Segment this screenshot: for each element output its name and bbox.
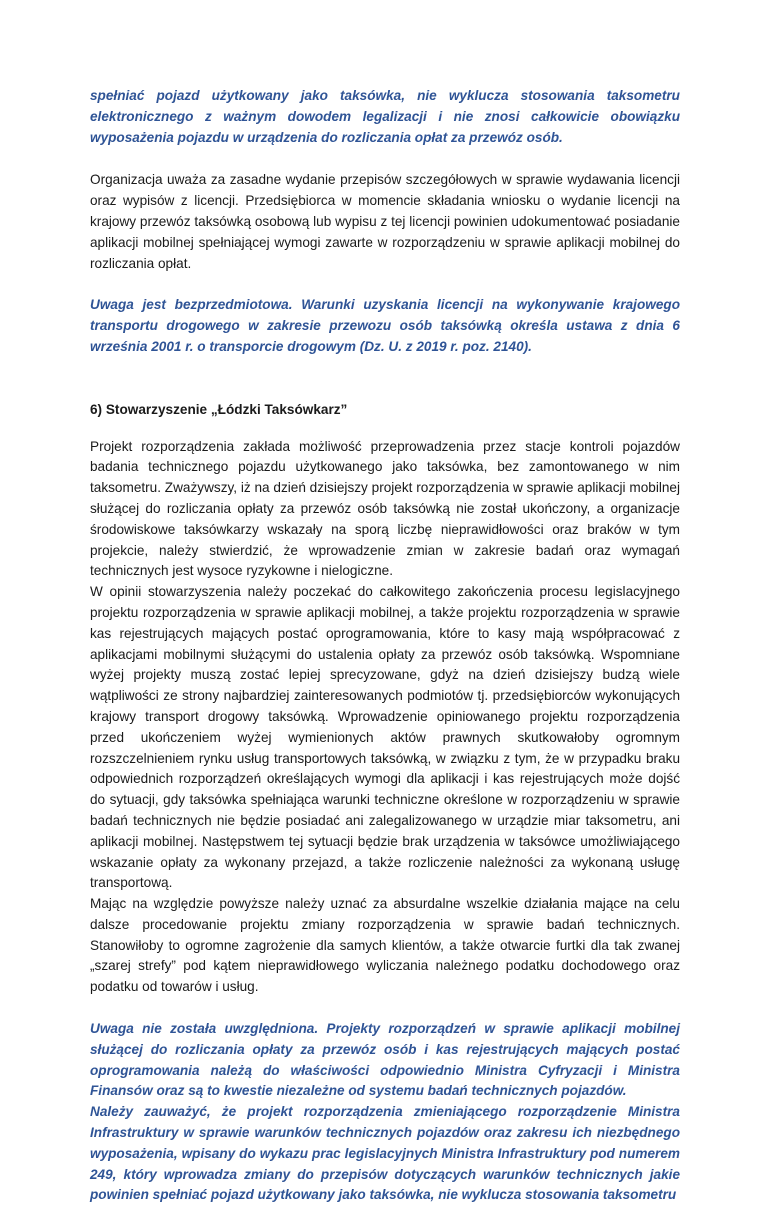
paragraph-opinion: W opinii stowarzyszenia należy poczekać do całkowitego zakończenia procesu legislacyjnego projektu rozporządzenia w sprawie aplikacji mobilnej, a także projektu rozporządzenia w sprawie kas rejestrujących mających postać oprogramowania, które to kasy mają współpracować z aplikacjami mobilnymi służącymi do ustalenia opłaty za przewóz osób taksówką. Wspomniane wyżej projekty muszą zostać lepiej sprecyzowane, gdyż na dzień dzisiejszy budzą wiele wątpliwości ze strony najbardziej zainteresowanych podmiotów tj. przedsiębiorców wykonujących krajowy transport drogowy taksówką. Wprowadzenie opiniowanego projektu rozporządzenia przed ukończeniem wyżej wymienionych aktów prawnych skutkowałoby ogromnym rozszczelnieniem rynku usług transportowych taksówką, w związku z tym, że w przypadku braku odpowiednich rozporządzeń określających wymogi dla aplikacji i kas rejestrujących może dojść do sytuacji, gdy taksówka spełniająca warunki techniczne określone w rozporządzeniu w sprawie badań technicznych nie będzie posiadać ani zalegalizowanego w urządzie miar taksometru, ani aplikacji mobilnej. Następstwem tej sytuacji będzie brak urządzenia w taksówce umożliwiającego wskazanie opłaty za wykonany przejazd, a także rozliczenie należności za wykonaną usługę transportową. xyxy=(90,584,680,891)
paragraph-organization: Organizacja uważa za zasadne wydanie przepisów szczegółowych w sprawie wydawania licencji oraz wypisów z licencji. Przedsiębiorca w momencie składania wniosku o wydanie licencji na krajowy przewóz taksówką osobową lub wypisu z tej licencji powinien udokumentować posiadanie aplikacji mobilnej spełniającej wymogi zawarte w rozporządzeniu w sprawie aplikacji mobilnej do rozliczania opłat. xyxy=(90,172,680,271)
response-not-accepted: Uwaga nie została uwzględniona. Projekty rozporządzeń w sprawie aplikacji mobilnej służącej do rozliczania opłaty za przewóz osób i kas rejestrujących mających postać oprogramowania należą do właściwości odpowiednio Ministra Cyfryzacji i Ministra Finansów oraz są to kwestie niezależne od systemu badań technicznych pojazdów. xyxy=(90,1021,680,1099)
paragraph-project: Projekt rozporządzenia zakłada możliwość przeprowadzenia przez stacje kontroli pojazdów badania technicznego pojazdu użytkowanego jako taksówka, bez zamontowanego w nim taksometru. Zważywszy, iż na dzień dzisiejszy projekt rozporządzenia w sprawie aplikacji mobilnej służącej do rozliczania opłaty za przewóz osób taksówką nie został ukończony, a organizacje środowiskowe taksówkarzy wskazały na sporą liczbę nieprawidłowości oraz braków w tym projekcie, należy stwierdzić, że wprowadzenie zmian w zakresie badań oraz wymagań technicznych jest wysoce ryzykowne i nielogiczne. xyxy=(90,438,680,579)
response-note: Należy zauważyć, że projekt rozporządzenia zmieniającego rozporządzenie Ministra Infrastruktury w sprawie warunków technicznych pojazdów oraz zakresu ich niezbędnego wyposażenia, wpisany do wykazu prac legislacyjnych Ministra Infrastruktury pod numerem 249, który wprowadza zmiany do przepisów dotyczących warunków technicznych jakie powinien spełniać pojazd użytkowany jako taksówka, nie wyklucza stosowania taksometru xyxy=(90,1104,680,1203)
paragraph-conclusion: Mając na względzie powyższe należy uznać za absurdalne wszelkie działania mające na celu dalsze procedowanie projektu zmiany rozporządzenia w sprawie badań technicznych. Stanowiłoby to ogromne zagrożenie dla samych klientów, a także otwarcie furtki dla tak zwanej „szarej strefy” pod kątem nieprawidłowego wyliczania należnego podatku dochodowego oraz podatku od towarów i usług. xyxy=(90,896,680,995)
section-heading: 6) Stowarzyszenie „Łódzki Taksówkarz” xyxy=(90,401,348,417)
response-organization: Uwaga jest bezprzedmiotowa. Warunki uzyskania licencji na wykonywanie krajowego transportu drogowego w zakresie przewozu osób taksówką określa ustawa z dnia 6 września 2001 r. o transporcie drogowym (Dz. U. z 2019 r. poz. 2140). xyxy=(90,297,680,354)
response-top: spełniać pojazd użytkowany jako taksówka, nie wyklucza stosowania taksometru elektronicznego z ważnym dowodem legalizacji i nie znosi całkowicie obowiązku wyposażenia pojazdu w urządzenia do rozliczania opłat za przewóz osób. xyxy=(90,88,680,145)
